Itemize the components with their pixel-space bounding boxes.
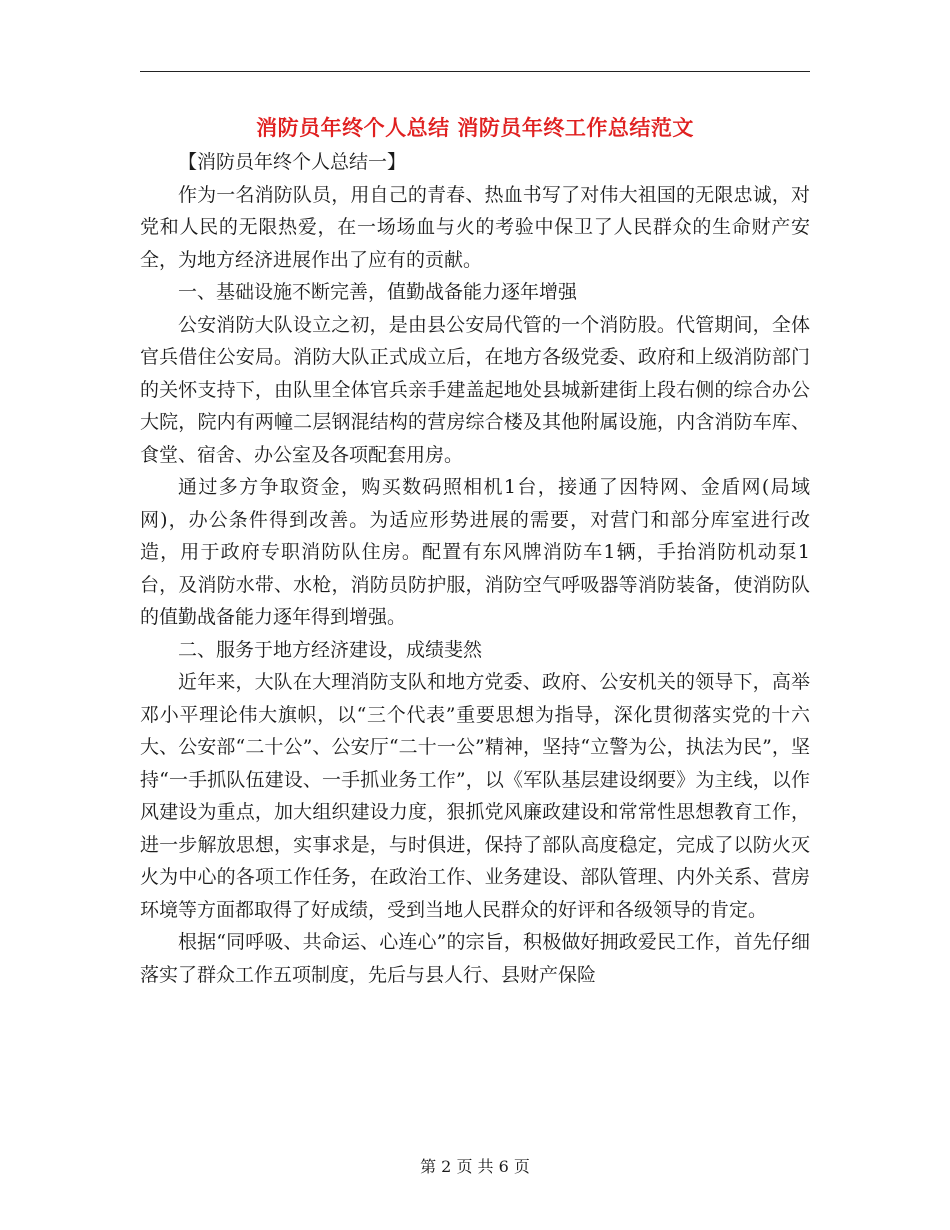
paragraph-establishment: 公安消防大队设立之初，是由县公安局代管的一个消防股。代管期间，全体官兵借住公安局。消防大队正式成立后，在地方各级党委、政府和上级消防部门的关怀支持下，由队里全体官兵亲手建盖起地处县城新建街上段右侧的综合办公大院，院内有两幢二层钢混结构的营房综合楼及其他附属设施，内含消防车库、食堂、宿舍、办公室及各项配套用房。 [140, 313, 810, 466]
page-number: 第 2 页 共 6 页 [420, 1157, 530, 1176]
document-title: 消防员年终个人总结 消防员年终工作总结范文 [256, 115, 694, 140]
page-footer [0, 1154, 950, 1177]
paragraph-achievements: 近年来，大队在大理消防支队和地方党委、政府、公安机关的领导下，高举邓小平理论伟大旗帜，以“三个代表”重要思想为指导，深化贯彻落实党的十六大、公安部“二十公”、公安厅“二十一公”精神，坚持“立警为公，执法为民”，坚持“一手抓队伍建设、一手抓业务工作”，以《军队基层建设纲要》为主线，以作风建设为重点，加大组织建设力度，狠抓党风廉政建设和常常性思想教育工作，进一步解放思想，实事求是，与时俱进，保持了部队高度稳定，完成了以防火灭火为中心的各项工作任务，在政治工作、业务建设、部队管理、内外关系、营房环境等方面都取得了好成绩，受到当地人民群众的好评和各级领导的肯定。 [140, 671, 810, 921]
subheading-infrastructure: 一、基础设施不断完善，值勤战备能力逐年增强 [178, 281, 578, 303]
section-heading-one: 【消防员年终个人总结一】 [178, 151, 407, 173]
paragraph-equipment: 通过多方争取资金，购买数码照相机1台，接通了因特网、金盾网(局域网)，办公条件得到改善。为适应形势进展的需要，对营门和部分库室进行改造，用于政府专职消防队住房。配置有东风牌消防车1辆，手抬消防机动泵1台，及消防水带、水枪，消防员防护服，消防空气呼吸器等消防装备，使消防队的值勤战备能力逐年得到增强。 [140, 476, 810, 628]
document-body [140, 146, 810, 991]
header-rule [140, 71, 810, 72]
subheading-service: 二、服务于地方经济建设，成绩斐然 [178, 638, 483, 661]
paragraph-community: 根据“同呼吸、共命运、心连心”的宗旨，积极做好拥政爱民工作，首先仔细落实了群众工作五项制度，先后与县人行、县财产保险 [140, 931, 810, 986]
paragraph-intro: 作为一名消防队员，用自己的青春、热血书写了对伟大祖国的无限忠诚，对党和人民的无限热爱，在一场场血与火的考验中保卫了人民群众的生命财产安全，为地方经济进展作出了应有的贡献。 [140, 183, 810, 271]
